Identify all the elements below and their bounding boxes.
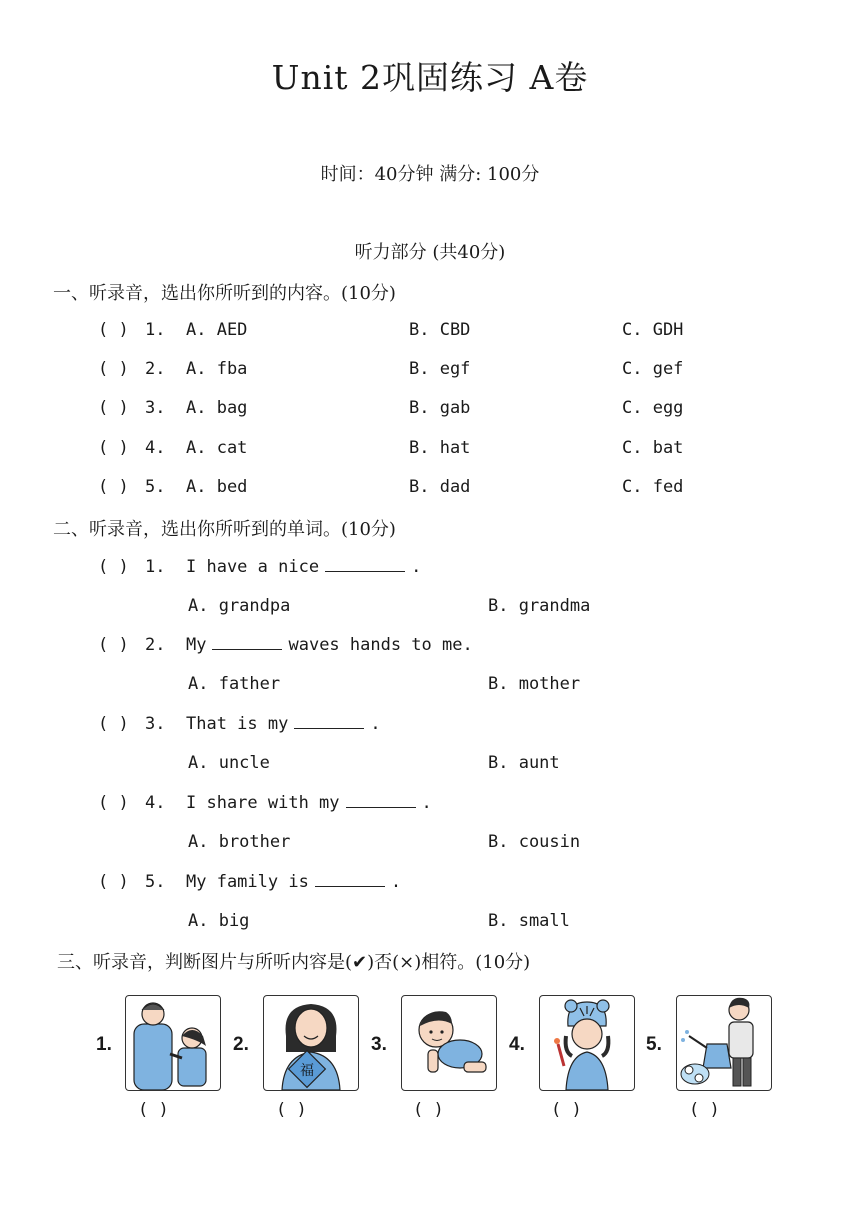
sentence-end: .	[390, 872, 402, 892]
picture-3-answer-paren[interactable]: ( )	[413, 1100, 444, 1120]
question-sentence	[186, 557, 421, 577]
picture-2-number: 2.	[233, 1034, 249, 1055]
option-a[interactable]: A. grandpa	[188, 596, 291, 616]
section1-heading: 一、听录音，选出你所听到的内容。(10分)	[53, 283, 396, 304]
grandpa-and-girl-picture	[125, 995, 221, 1091]
question-number: 5.	[145, 872, 166, 892]
exam-meta: 时间：40分钟 满分: 100分	[320, 164, 540, 185]
section3-heading: 三、听录音，判断图片与所听内容是(✔)否(×)相符。(10分)	[57, 952, 531, 973]
option-b[interactable]: B. gab	[409, 398, 471, 418]
sentence-end: .	[421, 793, 432, 813]
crawling-baby-picture	[401, 995, 497, 1091]
option-b[interactable]: B. CBD	[409, 320, 471, 340]
option-a[interactable]: A. bag	[186, 398, 248, 418]
question-sentence	[186, 793, 432, 813]
answer-paren[interactable]: ( )	[98, 320, 129, 340]
question-number: 1.	[145, 557, 166, 577]
fu-character: 福	[300, 1063, 314, 1079]
question-number: 4.	[145, 438, 166, 458]
answer-paren[interactable]: ( )	[98, 557, 129, 577]
answer-paren[interactable]: ( )	[98, 359, 129, 379]
sentence-start: I have a nice	[186, 557, 320, 577]
answer-paren[interactable]: ( )	[98, 872, 129, 892]
option-a[interactable]: A. father	[188, 674, 281, 694]
picture-1-number: 1.	[96, 1034, 112, 1055]
section2-heading: 二、听录音，选出你所听到的单词。(10分)	[53, 519, 396, 540]
picture-4-answer-paren[interactable]: ( )	[551, 1100, 582, 1120]
part-title: 听力部分 (共40分)	[354, 242, 506, 263]
picture-5-answer-paren[interactable]: ( )	[689, 1100, 720, 1120]
option-b[interactable]: B. mother	[488, 674, 581, 694]
answer-paren[interactable]: ( )	[98, 793, 129, 813]
question-sentence	[186, 635, 473, 655]
question-number: 1.	[145, 320, 166, 340]
girl-in-tiger-hat-picture	[539, 995, 635, 1091]
answer-blank	[294, 727, 364, 729]
question-sentence	[186, 714, 381, 734]
answer-blank	[325, 570, 405, 572]
page-title: Unit 2巩固练习 A卷	[271, 58, 589, 97]
answer-blank	[212, 648, 282, 650]
picture-5-number: 5.	[646, 1034, 662, 1055]
option-a[interactable]: A. uncle	[188, 753, 270, 773]
question-number: 3.	[145, 398, 166, 418]
sentence-start: My family is	[186, 872, 309, 892]
woman-holding-fu-card-picture	[263, 995, 359, 1091]
option-c[interactable]: C. fed	[622, 477, 684, 497]
answer-paren[interactable]: ( )	[98, 398, 129, 418]
option-b[interactable]: B. grandma	[488, 596, 591, 616]
option-a[interactable]: A. bed	[186, 477, 248, 497]
option-b[interactable]: B. aunt	[488, 753, 560, 773]
option-c[interactable]: C. GDH	[622, 320, 684, 340]
picture-3-number: 3.	[371, 1034, 387, 1055]
question-number: 3.	[145, 714, 166, 734]
question-number: 5.	[145, 477, 166, 497]
sentence-start: My	[186, 635, 207, 655]
picture-2-answer-paren[interactable]: ( )	[276, 1100, 307, 1120]
sentence-end: .	[411, 557, 422, 577]
answer-blank	[315, 885, 385, 887]
option-c[interactable]: C. gef	[622, 359, 684, 379]
option-b[interactable]: B. cousin	[488, 832, 581, 852]
man-watering-flowers-picture	[676, 995, 772, 1091]
option-b[interactable]: B. hat	[409, 438, 471, 458]
option-a[interactable]: A. AED	[186, 320, 248, 340]
sentence-start: I share with my	[186, 793, 340, 813]
answer-paren[interactable]: ( )	[98, 477, 129, 497]
option-c[interactable]: C. bat	[622, 438, 684, 458]
picture-4-number: 4.	[509, 1034, 525, 1055]
answer-blank	[346, 806, 416, 808]
question-number: 2.	[145, 359, 166, 379]
question-number: 2.	[145, 635, 166, 655]
option-b[interactable]: B. egf	[409, 359, 471, 379]
question-number: 4.	[145, 793, 166, 813]
option-a[interactable]: A. cat	[186, 438, 248, 458]
answer-paren[interactable]: ( )	[98, 635, 129, 655]
answer-paren[interactable]: ( )	[98, 714, 129, 734]
option-a[interactable]: A. brother	[188, 832, 291, 852]
option-b[interactable]: B. small	[488, 911, 570, 931]
option-b[interactable]: B. dad	[409, 477, 471, 497]
option-c[interactable]: C. egg	[622, 398, 684, 418]
option-a[interactable]: A. big	[188, 911, 250, 931]
answer-paren[interactable]: ( )	[98, 438, 129, 458]
sentence-end: waves hands to me.	[288, 635, 473, 655]
picture-1-answer-paren[interactable]: ( )	[138, 1100, 169, 1120]
sentence-end: .	[370, 714, 381, 734]
option-a[interactable]: A. fba	[186, 359, 248, 379]
sentence-start: That is my	[186, 714, 289, 734]
question-sentence	[186, 872, 401, 892]
